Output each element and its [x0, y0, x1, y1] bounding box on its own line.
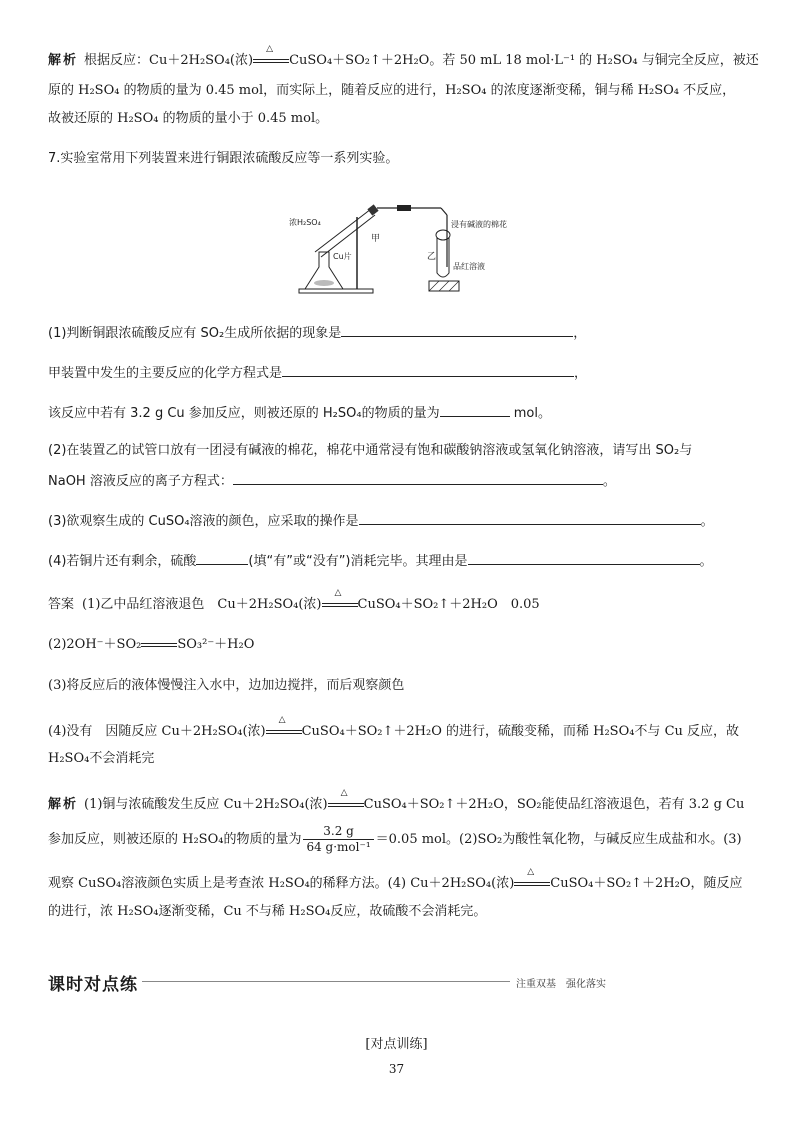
- question7-part4: (4)若铜片还有剩余，硫酸 (填“有”或“没有”)消耗完毕。其理由是 。: [48, 550, 713, 571]
- analysis-label: 解析: [48, 797, 79, 812]
- question7-part3: (3)欲观察生成的 CuSO₄溶液的颜色，应采取的操作是 。: [48, 510, 714, 531]
- question7-part2b: NaOH 溶液反应的离子方程式： 。: [48, 470, 616, 491]
- analysis7-line2: 参加反应，则被还原的 H₂SO₄的物质的量为 $\frac{3.2 g}{\text{64 g·mol⁻¹}}$ ＝0.05 mol。(2)SO₂为酸性氧化物，与碱反应生成盐和水。(3): [48, 824, 742, 854]
- section-title: 课时对点练: [48, 975, 138, 995]
- label-yi: 乙: [427, 252, 437, 262]
- section-divider: [142, 981, 510, 982]
- apparatus-figure: [285, 197, 507, 297]
- answer-blank-4b[interactable]: [468, 550, 700, 565]
- answer-line2: (2)2OH⁻＋SO₂ SO₃²⁻＋H₂O: [48, 637, 255, 652]
- page-number: 37: [388, 1062, 405, 1076]
- analysis6-line2: 原的 H₂SO₄ 的物质的量为 0.45 mol，而实际上，随着反应的进行，H₂SO₄ 的浓度逐渐变稀，铜与稀 H₂SO₄ 不反应，: [48, 83, 736, 98]
- label-alkali-cotton: 浸有碱液的棉花: [451, 220, 507, 229]
- answer-blank-3[interactable]: [359, 510, 701, 525]
- equals-sign: [141, 639, 177, 651]
- stand-base: [299, 289, 373, 293]
- tube-stopper: [367, 204, 378, 215]
- cotton-plug: [436, 230, 450, 240]
- reaction-tube: [315, 209, 371, 252]
- heat-condition-sign: △: [514, 878, 550, 890]
- analysis7-line3: 观察 CuSO₄溶液颜色实质上是考查浓 H₂SO₄的稀释方法。(4) Cu＋2H₂SO₄(浓) △ CuSO₄＋SO₂↑＋2H₂O，随反应: [48, 866, 743, 891]
- answer-line4: (4)没有 因随反应 Cu＋2H₂SO₄(浓) △ CuSO₄＋SO₂↑＋2H₂O 的进行，硫酸变稀，而稀 H₂SO₄不与 Cu 反应，故: [48, 714, 740, 739]
- question7-part1c: 该反应中若有 3.2 g Cu 参加反应，则被还原的 H₂SO₄的物质的量为 mol。: [48, 402, 551, 423]
- question7-part1b: 甲装置中发生的主要反应的化学方程式是 ，: [48, 362, 587, 383]
- answer-line3: (3)将反应后的液体慢慢注入水中，边加边搅拌，而后观察颜色: [48, 678, 405, 693]
- question7-part1a: (1)判断铜跟浓硫酸反应有 SO₂生成所依据的现象是 ，: [48, 322, 586, 343]
- mole-fraction: $\frac{3.2 g}{\text{64 g·mol⁻¹}}$: [303, 824, 373, 855]
- answer-blank-4a[interactable]: [196, 550, 248, 565]
- question7-stem: 7.实验室常用下列装置来进行铜跟浓硫酸反应等一系列实验。: [48, 151, 399, 166]
- training-heading: [对点训练]: [365, 1037, 428, 1052]
- heat-condition-sign: △: [322, 599, 358, 611]
- analysis6-line3: 故被还原的 H₂SO₄ 的物质的量小于 0.45 mol。: [48, 111, 329, 126]
- label-jia: 甲: [371, 234, 381, 244]
- burner-flame: [314, 280, 334, 286]
- answer-blank-1b[interactable]: [282, 362, 574, 377]
- answer-blank-1a[interactable]: [341, 322, 573, 337]
- question7-part2a: (2)在装置乙的试管口放有一团浸有碱液的棉花，棉花中通常浸有饱和碳酸钠溶液或氢氧化钠溶液，请写出 SO₂与: [48, 443, 693, 458]
- analysis-label: 解析: [48, 53, 79, 68]
- label-magenta-solution: 品红溶液: [453, 262, 485, 271]
- answer-line1: 答案 (1)乙中品红溶液退色 Cu＋2H₂SO₄(浓) △ CuSO₄＋SO₂↑＋2H₂O 0.05: [48, 587, 540, 612]
- heat-condition-sign: △: [253, 55, 289, 67]
- rubber-connector: [397, 205, 411, 211]
- analysis7-line1: 解析 (1)铜与浓硫酸发生反应 Cu＋2H₂SO₄(浓) △ CuSO₄＋SO₂↑＋2H₂O，SO₂能使品红溶液退色，若有 3.2 g Cu: [48, 787, 745, 812]
- answer-line5: H₂SO₄不会消耗完: [48, 751, 155, 766]
- answer-blank-2[interactable]: [233, 470, 603, 485]
- section-subtitle: 注重双基 强化落实: [516, 979, 606, 990]
- answer-label: 答案: [48, 597, 75, 612]
- analysis6-line1: 解析 根据反应：Cu＋2H₂SO₄(浓) △ CuSO₄＋SO₂↑＋2H₂O。若 50 mL 18 mol·L⁻¹ 的 H₂SO₄ 与铜完全反应，被还: [48, 43, 759, 68]
- label-conc-acid: 浓H₂SO₄: [289, 218, 321, 227]
- label-cu-piece: Cu片: [333, 252, 352, 261]
- analysis7-line4: 的进行，浓 H₂SO₄逐渐变稀，Cu 不与稀 H₂SO₄反应，故硫酸不会消耗完。: [48, 904, 487, 919]
- heat-condition-sign: △: [266, 726, 302, 738]
- reaction-tube-wall: [321, 215, 375, 257]
- heat-condition-sign: △: [328, 799, 364, 811]
- answer-blank-1c[interactable]: [440, 402, 510, 417]
